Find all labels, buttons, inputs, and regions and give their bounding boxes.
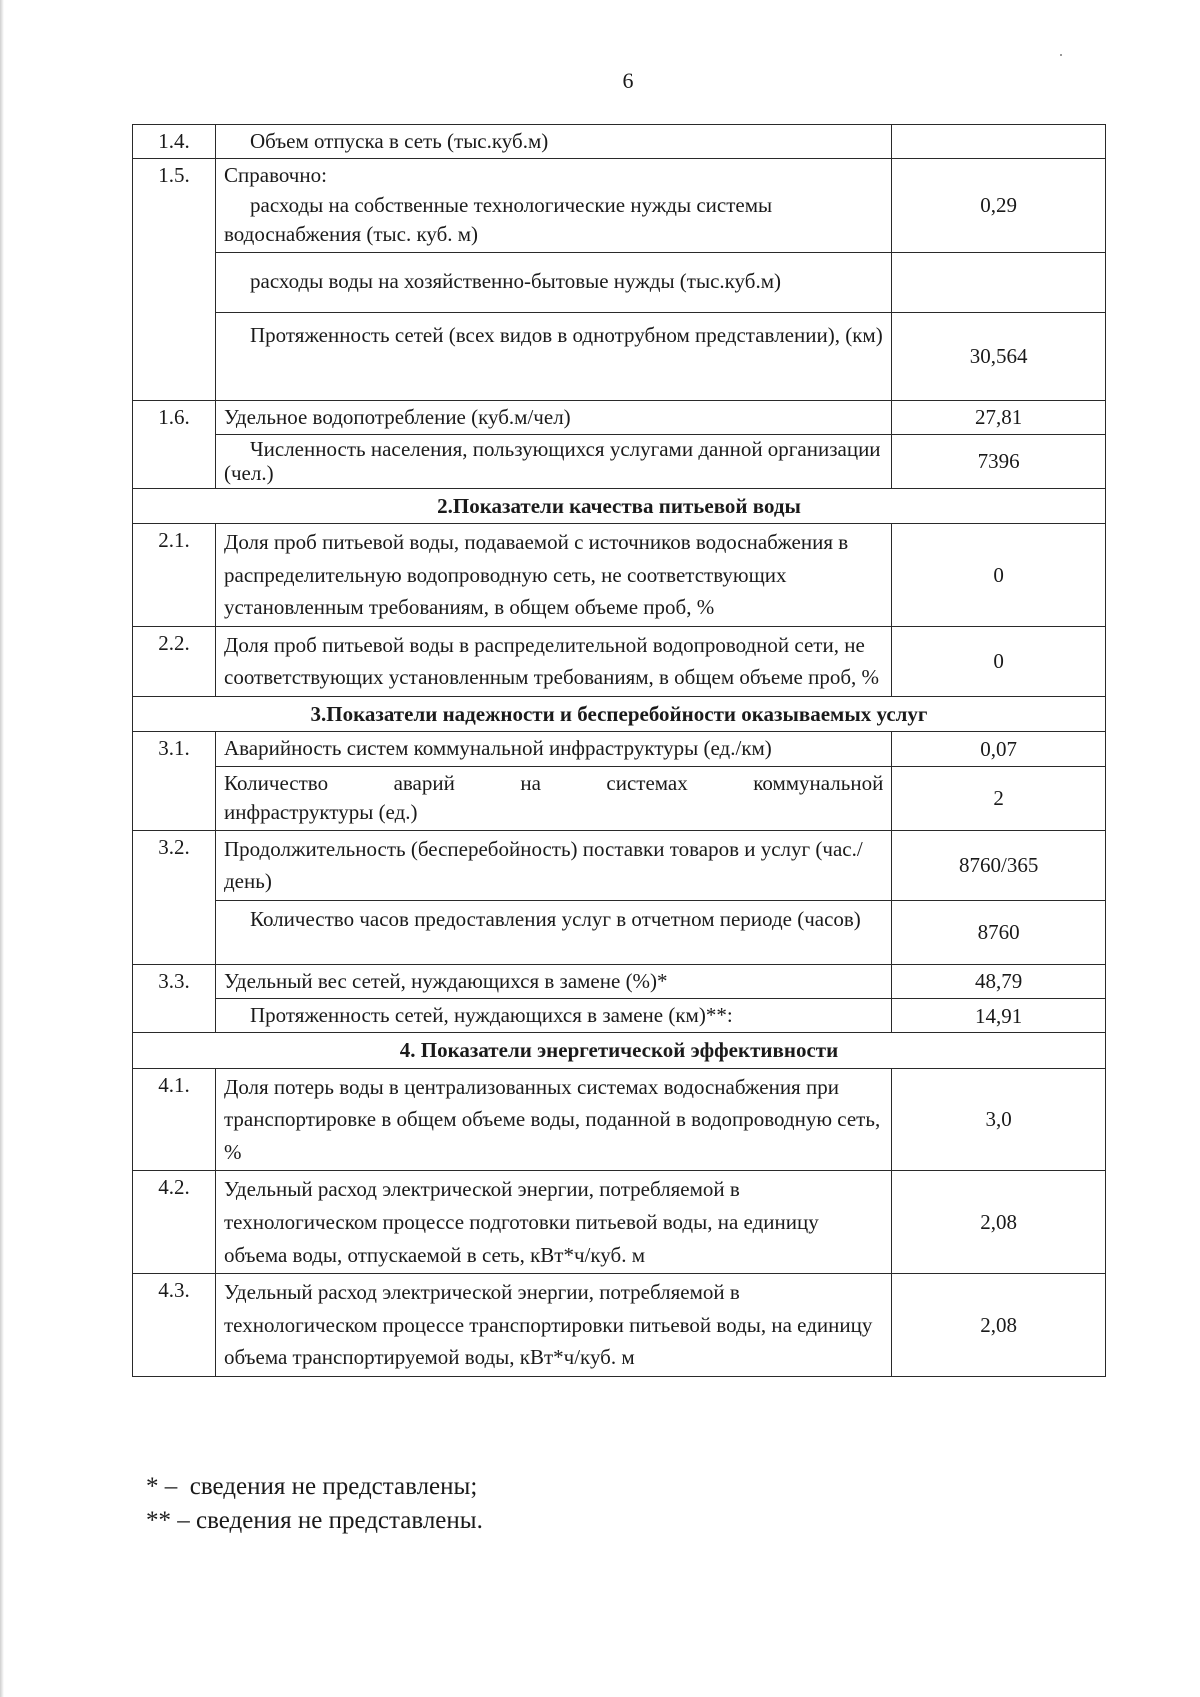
row-description: Удельный расход электрической энергии, потребляемой в технологическом процессе транспортировки питьевой воды, на единицу объема транспортируемой воды, кВт*ч/куб. м: [216, 1274, 892, 1377]
row-value: 27,81: [892, 400, 1106, 434]
table-row: [133, 1171, 1106, 1274]
table-row: [133, 252, 1106, 312]
page-edge-shadow: [0, 0, 4, 1697]
table-row: [133, 434, 1106, 488]
row-description: Удельный расход электрической энергии, потребляемой в технологическом процессе подготовки питьевой воды, на единицу объема воды, отпускаемой в сеть, кВт*ч/куб. м: [216, 1171, 892, 1274]
row-subdescription-line: инфраструктуры (ед.): [224, 800, 418, 825]
row-value: 30,564: [892, 312, 1106, 400]
row-value: 14,91: [892, 999, 1106, 1033]
row-value: 3,0: [892, 1068, 1106, 1171]
table-row: [133, 1274, 1106, 1377]
row-description: [216, 159, 892, 252]
table-row: [133, 312, 1106, 400]
section-header-row: [133, 697, 1106, 732]
table-row: [133, 830, 1106, 900]
row-value: 8760/365: [892, 830, 1106, 900]
row-subdescription: расходы воды на хозяйственно-бытовые нужды (тыс.куб.м): [216, 252, 892, 312]
row-description: Удельное водопотребление (куб.м/чел): [216, 400, 892, 434]
row-description: Объем отпуска в сеть (тыс.куб.м): [216, 125, 892, 159]
table-row: [133, 400, 1106, 434]
section-header-row: [133, 488, 1106, 523]
row-value: 0: [892, 524, 1106, 627]
row-subdescription: [216, 766, 892, 830]
table-row: [133, 1068, 1106, 1171]
row-value: 7396: [892, 434, 1106, 488]
row-number: 4.3.: [133, 1274, 216, 1377]
table-row: [133, 900, 1106, 964]
row-subdescription: Численность населения, пользующихся услугами данной организации (чел.): [216, 434, 892, 488]
row-subdescription: расходы на собственные технологические нужды системы водоснабжения (тыс. куб. м): [224, 192, 773, 247]
section-title: 4. Показатели энергетической эффективности: [133, 1033, 1106, 1068]
row-description: Доля проб питьевой воды в распределительной водопроводной сети, не соответствующих установленным требованиям, в общем объеме проб, %: [216, 626, 892, 696]
row-value: 0,07: [892, 732, 1106, 766]
row-value: 0: [892, 626, 1106, 696]
table-row: [133, 964, 1106, 998]
section-title: 2.Показатели качества питьевой воды: [133, 488, 1106, 523]
row-number: 4.2.: [133, 1171, 216, 1274]
row-description: Удельный вес сетей, нуждающихся в замене (%)*: [216, 964, 892, 998]
row-description: Доля потерь воды в централизованных системах водоснабжения при транспортировке в общем объеме воды, поданной в водопроводную сеть, %: [216, 1068, 892, 1171]
row-value: [892, 252, 1106, 312]
row-value: 2,08: [892, 1274, 1106, 1377]
row-value: 2: [892, 766, 1106, 830]
row-value: 48,79: [892, 964, 1106, 998]
row-number: 2.2.: [133, 626, 216, 696]
row-value: 8760: [892, 900, 1106, 964]
row-number: 1.4.: [133, 125, 216, 159]
indicators-table: [132, 124, 1106, 1377]
row-number: 1.6.: [133, 400, 216, 488]
table-row: [133, 766, 1106, 830]
row-number: 1.5.: [133, 159, 216, 400]
row-subdescription: Количество часов предоставления услуг в отчетном периоде (часов): [216, 900, 892, 964]
row-number: 3.2.: [133, 830, 216, 964]
row-number: 3.1.: [133, 732, 216, 830]
scan-speck: [1060, 54, 1062, 56]
row-number: 3.3.: [133, 964, 216, 1033]
row-description: Аварийность систем коммунальной инфраструктуры (ед./км): [216, 732, 892, 766]
reference-heading: Справочно:: [224, 163, 327, 188]
table-row: [133, 524, 1106, 627]
row-description: Продолжительность (бесперебойность) поставки товаров и услуг (час./день): [216, 830, 892, 900]
footnote: * – сведения не представлены;: [146, 1473, 478, 1500]
row-number: 2.1.: [133, 524, 216, 627]
table-row: [133, 999, 1106, 1033]
section-title: 3.Показатели надежности и бесперебойности оказываемых услуг: [133, 697, 1106, 732]
page-number: 6: [622, 68, 634, 93]
section-header-row: [133, 1033, 1106, 1068]
table-row: [133, 159, 1106, 252]
footnote: ** – сведения не представлены.: [146, 1506, 483, 1534]
row-subdescription-line: Количество аварий на системах коммунальной: [224, 770, 884, 795]
row-subdescription: Протяженность сетей, нуждающихся в замене (км)**:: [216, 999, 892, 1033]
table-row: [133, 626, 1106, 696]
row-description: Доля проб питьевой воды, подаваемой с источников водоснабжения в распределительную водопроводную сеть, не соответствующих установленным требованиям, в общем объеме проб, %: [216, 524, 892, 627]
row-value: [892, 125, 1106, 159]
row-value: 2,08: [892, 1171, 1106, 1274]
row-subdescription: Протяженность сетей (всех видов в однотрубном представлении), (км): [216, 312, 892, 400]
row-value: 0,29: [892, 159, 1106, 252]
footnotes: [146, 1470, 483, 1538]
row-number: 4.1.: [133, 1068, 216, 1171]
table-row: [133, 732, 1106, 766]
table-row: [133, 125, 1106, 159]
